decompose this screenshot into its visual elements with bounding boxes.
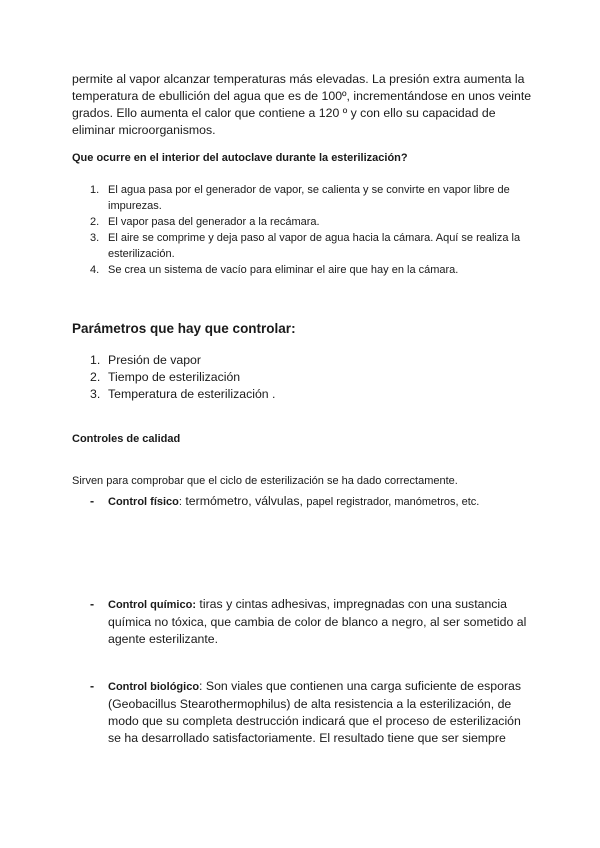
list-text: El aire se comprime y deja paso al vapor de agua hacia la cámara. Aquí se realiza la esterilización. bbox=[108, 232, 521, 260]
controles-heading-block bbox=[72, 433, 532, 445]
list-item bbox=[72, 386, 532, 403]
control-fisico-label: Control físico bbox=[108, 496, 179, 508]
list-item bbox=[72, 214, 532, 230]
control-biologico-item bbox=[72, 678, 532, 747]
autoclave-heading: Que ocurre en el interior del autoclave durante la esterilización? bbox=[72, 152, 408, 164]
list-number: 4. bbox=[90, 264, 100, 276]
parametros-heading: Parámetros que hay que controlar: bbox=[72, 321, 296, 336]
list-text: El vapor pasa del generador a la recámara. bbox=[108, 216, 320, 228]
list-item bbox=[72, 230, 532, 262]
control-quimico-text: tiras y cintas adhesivas, impregnadas con una sustancia química no tóxica, que cambia de color de blanco a negro, al ser sometido al agente esterilizante. bbox=[108, 597, 527, 646]
parametros-list bbox=[72, 352, 532, 403]
list-item bbox=[72, 182, 532, 214]
list-number: 2. bbox=[90, 370, 101, 384]
control-quimico-item bbox=[72, 596, 532, 648]
list-item bbox=[72, 369, 532, 386]
bullet-item bbox=[72, 678, 532, 747]
list-number: 2. bbox=[90, 216, 100, 228]
list-number: 1. bbox=[90, 353, 101, 367]
intro-paragraph-block bbox=[72, 71, 532, 139]
control-fisico-colon: : bbox=[178, 496, 182, 508]
bullet-item bbox=[72, 493, 532, 511]
control-fisico-text-b: papel registrador, manómetros, etc. bbox=[306, 496, 480, 508]
list-number: 3. bbox=[90, 232, 100, 244]
list-text: Tiempo de esterilización bbox=[108, 370, 241, 384]
control-quimico-label: Control químico: bbox=[108, 599, 196, 611]
list-item bbox=[72, 262, 532, 278]
bullet-dash: - bbox=[90, 679, 95, 693]
list-text: El agua pasa por el generador de vapor, se calienta y se convirte en vapor libre de impurezas. bbox=[108, 184, 510, 212]
list-item bbox=[72, 352, 532, 369]
control-fisico-text-a: termómetro, válvulas, bbox=[181, 494, 307, 508]
bullet-dash: - bbox=[90, 494, 95, 508]
controles-heading: Controles de calidad bbox=[72, 433, 181, 445]
controles-intro: Sirven para comprobar que el ciclo de esterilización se ha dado correctamente. bbox=[72, 475, 458, 487]
control-biologico-label: Control biológico bbox=[108, 681, 200, 693]
parametros-heading-block bbox=[72, 321, 532, 336]
autoclave-heading-block bbox=[72, 152, 532, 164]
bullet-dash: - bbox=[90, 597, 95, 611]
list-text: Presión de vapor bbox=[108, 353, 201, 367]
control-biologico-text: : Son viales que contienen una carga suficiente de esporas (Geobacillus Stearothermophilus) de alta resistencia a la esterilización, de modo que su completa destrucción indicará que el proceso de esterilización se ha desarrollado satisfactoriamente. El resultado tiene que ser siempre bbox=[108, 679, 522, 745]
list-number: 1. bbox=[90, 184, 100, 196]
list-text: Temperatura de esterilización . bbox=[108, 387, 276, 401]
bullet-item bbox=[72, 596, 532, 648]
control-fisico-item bbox=[72, 493, 532, 511]
list-number: 3. bbox=[90, 387, 101, 401]
autoclave-steps bbox=[72, 182, 532, 278]
intro-paragraph: permite al vapor alcanzar temperaturas más elevadas. La presión extra aumenta la temperatura de ebullición del agua que es de 100º, incrementándose en unos veinte grados. Ello aumenta el calor que contiene a 120 º y con ello su capacidad de eliminar microorganismos. bbox=[72, 72, 532, 137]
list-text: Se crea un sistema de vacío para eliminar el aire que hay en la cámara. bbox=[108, 264, 459, 276]
